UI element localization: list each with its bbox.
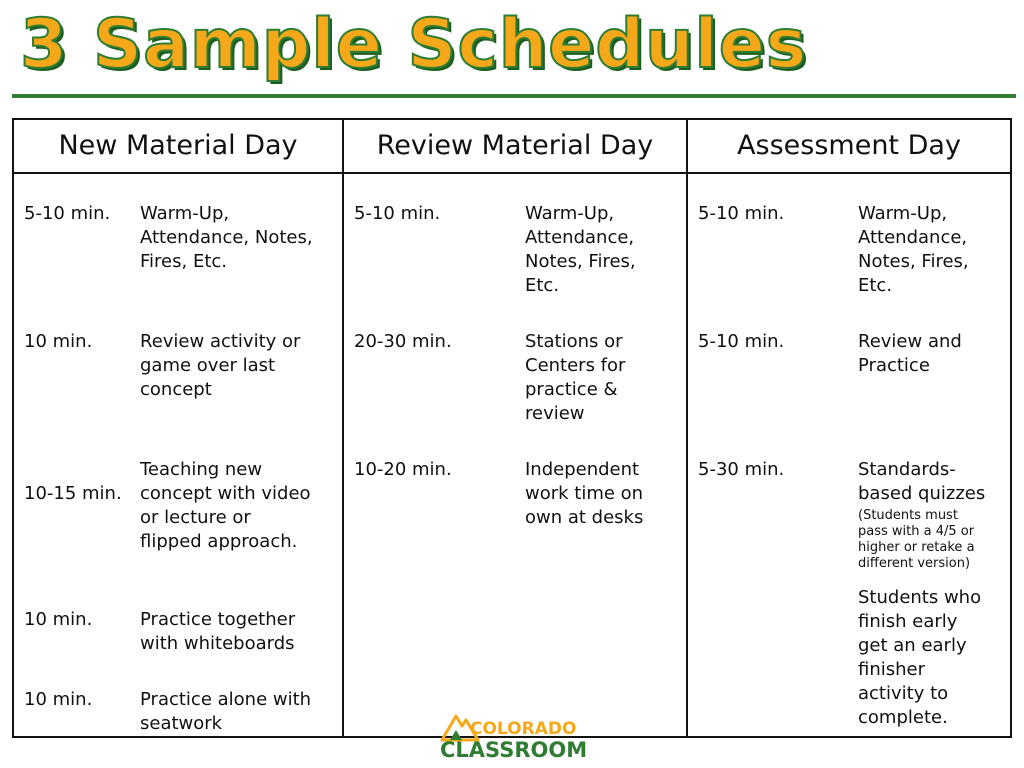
time-cell: 10 min. [24, 689, 93, 710]
activity-cell: Students who finish early get an early finisher activity to complete. [858, 587, 982, 728]
time-cell: 10 min. [24, 331, 93, 352]
time-cell: 10 min. [24, 609, 93, 630]
activity-cell: Practice together with whiteboards [140, 609, 296, 654]
column-divider [342, 120, 344, 736]
time-cell: 5-10 min. [698, 203, 785, 224]
time-cell: 20-30 min. [354, 331, 452, 352]
page-title: 3 Sample Schedules [20, 5, 808, 84]
time-cell: 10-15 min. [24, 483, 122, 504]
logo-text-top: COLORADO [470, 719, 577, 739]
title-underline [12, 94, 1016, 98]
column-header-review-material: Review Material Day [376, 130, 654, 161]
activity-note: (Students must pass with a 4/5 or higher or retake a different version) [858, 508, 975, 571]
activity-cell: Practice alone with seatwork [140, 689, 312, 734]
colorado-classroom-logo [440, 708, 600, 764]
time-cell: 5-30 min. [698, 459, 785, 480]
time-cell: 5-10 min. [354, 203, 441, 224]
activity-cell: Stations or Centers for practice & review [525, 331, 626, 424]
logo-text-bottom: CLASSROOM [440, 738, 588, 762]
column-divider [686, 120, 688, 736]
time-cell: 5-10 min. [24, 203, 111, 224]
activity-cell: Teaching new concept with video or lecture or flipped approach. [140, 459, 311, 552]
activity-cell: Warm-Up, Attendance, Notes, Fires, Etc. [858, 203, 969, 296]
activity-cell: Warm-Up, Attendance, Notes, Fires, Etc. [140, 203, 313, 272]
time-cell: 10-20 min. [354, 459, 452, 480]
activity-cell: Standards- based quizzes [858, 459, 986, 504]
activity-cell: Independent work time on own at desks [525, 459, 644, 528]
activity-cell: Review activity or game over last concept [140, 331, 301, 400]
activity-cell: Review and Practice [858, 331, 962, 376]
activity-cell: Warm-Up, Attendance, Notes, Fires, Etc. [525, 203, 636, 296]
column-header-assessment: Assessment Day [737, 130, 961, 161]
table-header-row [14, 120, 1010, 174]
column-header-new-material: New Material Day [58, 130, 298, 161]
schedule-table [12, 118, 1012, 738]
time-cell: 5-10 min. [698, 331, 785, 352]
